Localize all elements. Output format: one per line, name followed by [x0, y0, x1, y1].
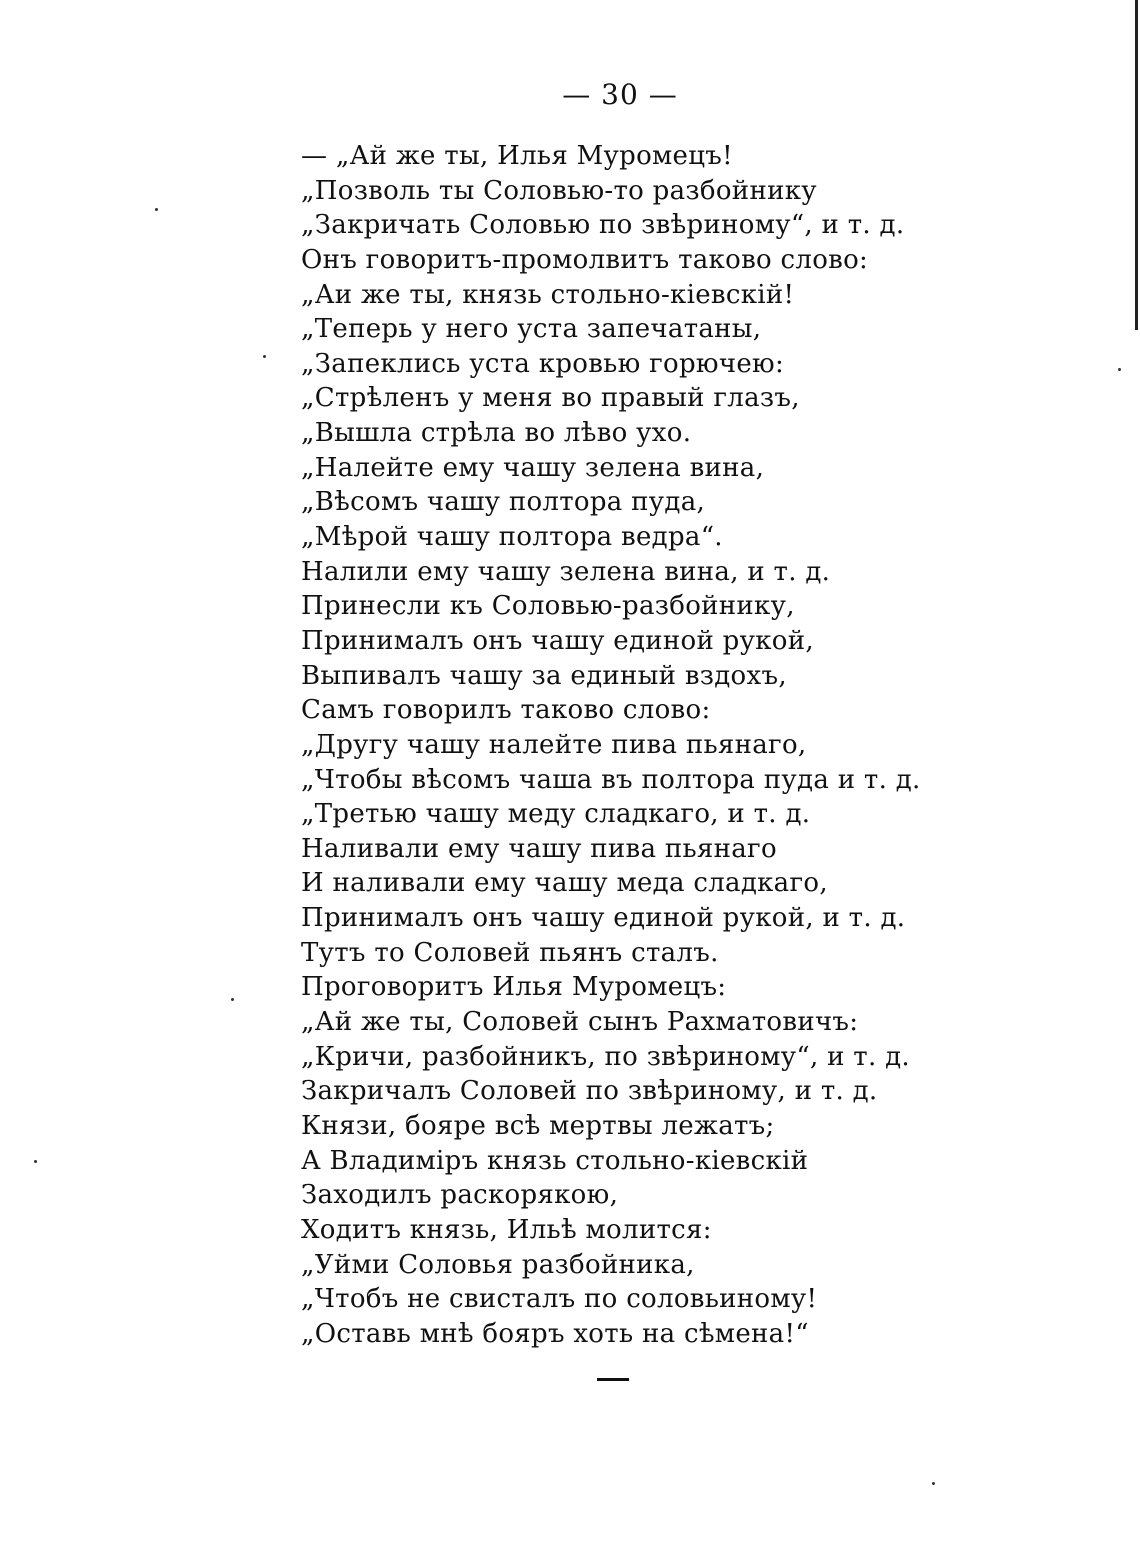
- verse-line: „Запеклись уста кровью горючею:: [301, 348, 785, 379]
- verse-line: Тутъ то Соловей пьянъ сталъ.: [301, 937, 719, 968]
- paper-speck: [263, 355, 266, 358]
- page-binding-edge: [1135, 0, 1138, 330]
- verse-line: „Позволь ты Соловью-то разбойнику: [301, 175, 817, 206]
- verse-line: „Аи же ты, князь стольно-кіевскій!: [301, 279, 795, 310]
- verse-line: „Ай же ты, Соловей сынъ Рахматовичъ:: [301, 1007, 859, 1038]
- verse-line: Самъ говорилъ таково слово:: [301, 695, 711, 726]
- verse-line: Наливали ему чашу пива пьянаго: [301, 833, 777, 864]
- verse-line: Закричалъ Соловей по звѣриному, и т. д.: [301, 1076, 878, 1107]
- verse-line: „Чтобы вѣсомъ чаша въ полтора пуда и т. д.: [301, 764, 921, 795]
- verse-line: Принесли къ Соловью-разбойнику,: [301, 591, 795, 622]
- verse-line: Онъ говоритъ-промолвитъ таково слово:: [301, 244, 869, 275]
- verse-line: Принималъ онъ чашу единой рукой, и т. д.: [301, 903, 906, 934]
- section-end-rule: [597, 1378, 629, 1381]
- verse-line: „Чтобъ не свисталъ по соловьиному!: [301, 1284, 818, 1315]
- verse-line: „Кричи, разбойникъ, по звѣриному“, и т. д.: [301, 1041, 910, 1072]
- verse-text: [301, 139, 921, 1351]
- verse-line: Налили ему чашу зелена вина, и т. д.: [301, 556, 831, 587]
- verse-line: — „Ай же ты, Илья Муромецъ!: [301, 141, 733, 171]
- paper-speck: [1118, 368, 1121, 371]
- verse-line: „Третью чашу меду сладкаго, и т. д.: [301, 799, 811, 830]
- verse-line: „Теперь у него уста запечатаны,: [301, 314, 762, 345]
- verse-line: „Закричать Соловью по звѣриному“, и т. д.: [301, 210, 905, 241]
- verse-line: Заходилъ раскорякою,: [301, 1180, 619, 1211]
- paper-speck: [34, 1160, 37, 1163]
- verse-line: Ходитъ князь, Ильѣ молится:: [301, 1214, 712, 1245]
- verse-line: И наливали ему чашу меда сладкаго,: [301, 868, 828, 899]
- verse-line: „Налейте ему чашу зелена вина,: [301, 452, 765, 483]
- verse-line: Проговоритъ Илья Муромецъ:: [301, 972, 727, 1003]
- verse-line: Выпивалъ чашу за единый вздохъ,: [301, 660, 787, 691]
- page-number: — 30 —: [562, 78, 678, 111]
- verse-line: „Вѣсомъ чашу полтора пуда,: [301, 487, 706, 518]
- verse-line: „Оставь мнѣ бояръ хоть на сѣмена!“: [301, 1318, 809, 1349]
- verse-line: Князи, бояре всѣ мертвы лежатъ;: [301, 1110, 775, 1141]
- verse-line: „Вышла стрѣла во лѣво ухо.: [301, 418, 692, 449]
- verse-line: „Уйми Соловья разбойника,: [301, 1249, 695, 1280]
- paper-speck: [155, 208, 158, 211]
- paper-speck: [231, 998, 234, 1001]
- verse-line: Принималъ онъ чашу единой рукой,: [301, 625, 814, 656]
- verse-line: „Стрѣленъ у меня во правый глазъ,: [301, 383, 800, 414]
- verse-line: „Другу чашу налейте пива пьянаго,: [301, 729, 807, 760]
- verse-line: „Мѣрой чашу полтора ведра“.: [301, 522, 723, 553]
- verse-line: А Владиміръ князь стольно-кіевскій: [301, 1145, 809, 1176]
- paper-speck: [932, 1482, 935, 1485]
